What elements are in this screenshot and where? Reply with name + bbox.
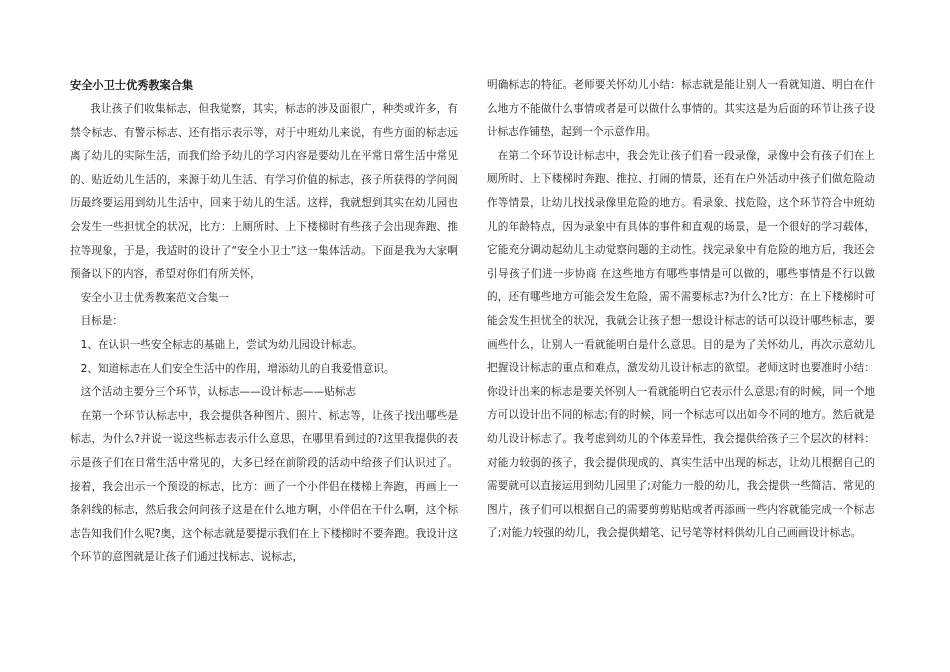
paragraph-step-2: 在第二个环节设计标志中，我会先让孩子们看一段录像，录像中会有孩子们在上厕所时、上下楼梯时奔跑、推拉、打闹的情景，还有在户外活动中孩子们做危险动作等情景，让幼儿找找录像里危险的地方。看录象、找危险，这个环节符合中班幼儿的年龄特点，因为录象中有具体的事件和直观的场景，是一个很好的学习载体，它能充分调动起幼儿主动觉察问题的主动性。找完录象中有危险的地方后，我还会引导孩子们进一步协商 在这些地方有哪些事情是可以做的，哪些事情是不行以做的，还有哪些地方可能会发生危险，需不需要标志?为什么?比方：在上下楼梯时可能会发生担忧全的状况，我就会让孩子想一想设计标志的话可以设计哪些标志，要画些什么，让别人一看就能明白是什么意思。目的是为了关怀幼儿，再次示意幼儿把握设计标志的重点和难点，激发幼儿设计标志的欲望。老师这时也要准时小结：你设计出来的标志是要关怀别人一看就能明白它表示什么意思;有的时候，同一个地方可以设计出不同的标志;有的时候，同一个标志可以出如今不同的地方。然后就是幼儿设计标志了。我考虑到幼儿的个体差异性，我会提供给孩子三个层次的材料：对能力较弱的孩子，我会提供现成的、真实生活中出现的标志，让幼儿根据自己的需要就可以直接运用到幼儿园里了;对能力一般的幼儿，我会提供一些简洁、常见的图片，孩子们可以根据自己的需要剪剪贴贴或者再添画一些内容就能完成一个标志了;对能力较强的幼儿，我会提供蜡笔、记号笔等材料供幼儿自己画画设计标志。 — [487, 149, 875, 540]
document-title: 安全小卫士优秀教案合集 — [70, 79, 194, 92]
paragraph-goals-label: 目标是： — [80, 315, 123, 328]
paragraph-goal-1: 1、在认识一些安全标志的基础上，尝试为幼儿园设计标志。 — [80, 338, 363, 351]
paragraph-goal-2: 2、知道标志在人们安全生活中的作用，增添幼儿的自我爱惜意识。 — [80, 362, 395, 375]
right-column — [487, 74, 875, 546]
paragraph-step-1-continued: 明确标志的特征。老师要关怀幼儿小结：标志就是能让别人一看就知道、明白在什么地方不能做什么事情或者是可以做什么事情的。其实这是为后面的环节让孩子设计标志作铺垫，起到一个示意作用。 — [487, 79, 875, 139]
paragraph-section-heading: 安全小卫士优秀教案范文合集一 — [80, 291, 229, 304]
paragraph-activity-overview: 这个活动主要分三个环节，认标志——设计标志——贴标志 — [80, 386, 357, 399]
paragraph-intro: 我让孩子们收集标志，但我觉察，其实，标志的涉及面很广，种类或许多，有禁令标志、有警示标志、还有指示表示等，对于中班幼儿来说，有些方面的标志远离了幼儿的实际生活，而我们给予幼儿的学习内容是要幼儿在平常日常生活中常见的、贴近幼儿生活的，来源于幼儿生活、有学习价值的标志，孩子所获得的学问阅历最终要运用到幼儿生活中，回来于幼儿的生活。这样，我就想到其实在幼儿园也会发生一些担忧全的状况，比方：上厕所时、上下楼梯时有些孩子会出现奔跑、推拉等现象，于是，我适时的设计了“安全小卫士”这一集体活动。下面是我为大家啊预备以下的内容，希望对你们有所关怀， — [70, 103, 458, 281]
left-column — [70, 74, 458, 570]
paragraph-step-1: 在第一个环节认标志中，我会提供各种图片、照片、标志等，让孩子找出哪些是标志，为什么?并说一说这些标志表示什么意思，在哪里看到过的?这里我提供的表示是孩子们在日常生活中常见的，大多已经在前阶段的活动中给孩子们认识过了。接着，我会出示一个预设的标志，比方：画了一个小伴侣在楼梯上奔跑，再画上一条斜线的标志，然后我会问问孩子这是在什么地方啊，小伴侣在干什么啊，这个标志告知我们什么呢?奥，这个标志就是要提示我们在上下楼梯时不要奔跑。我设计这个环节的意图就是让孩子们通过找标志、说标志， — [70, 409, 458, 564]
